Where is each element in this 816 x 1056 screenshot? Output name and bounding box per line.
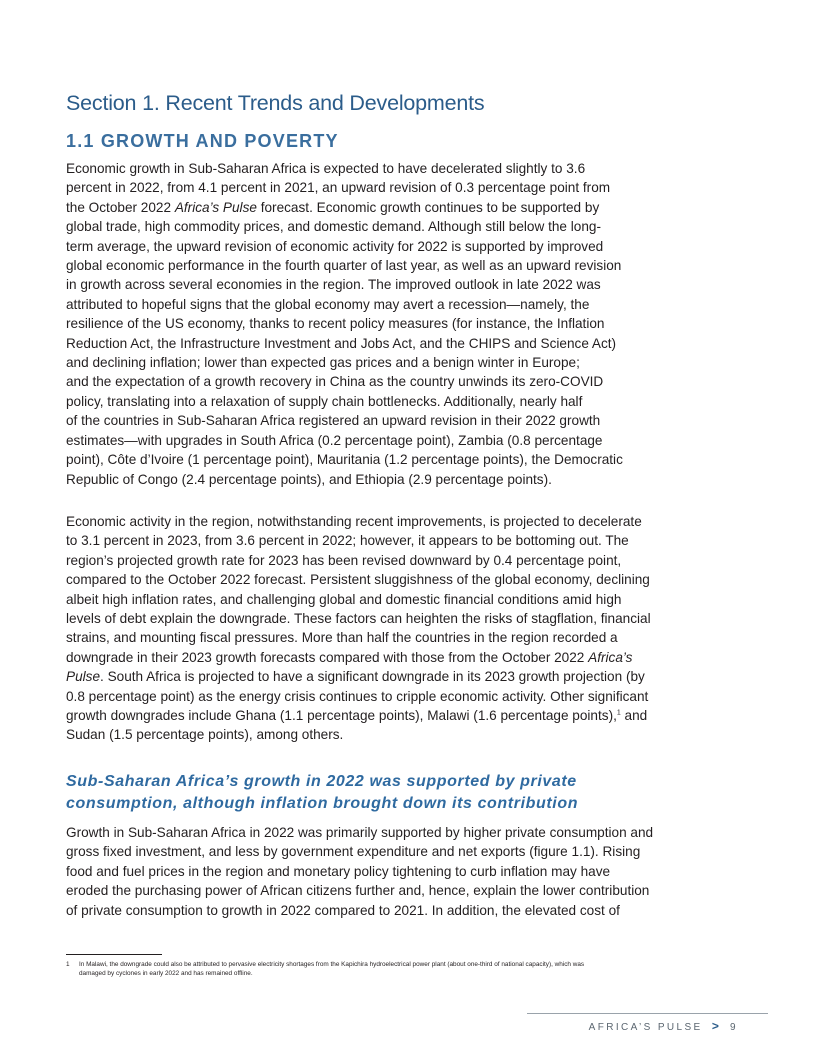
text-line: 0.8 percentage point) as the energy crisis continues to cripple economic activity. Other significant [66, 688, 649, 704]
subsection-title: 1.1 GROWTH AND POVERTY [66, 131, 339, 151]
text-line: Economic growth in Sub-Saharan Africa is expected to have decelerated slightly to 3.6 [66, 161, 586, 176]
text-line: eroded the purchasing power of African citizens further and, hence, explain the lower contribution [66, 883, 650, 899]
text-run: growth downgrades include Ghana (1.1 percentage points), Malawi (1.6 percentage points), [66, 708, 617, 724]
text-line [66, 648, 674, 667]
page-footer [589, 1019, 738, 1033]
page-number: 9 [730, 1022, 738, 1033]
text-line: albeit high inflation rates, and challenging global and domestic financial conditions amid high [66, 591, 622, 607]
text-line: and the expectation of a growth recovery in China as the country unwinds its zero-COVID [66, 374, 604, 390]
text-line [66, 667, 674, 686]
footnote-divider [66, 954, 162, 955]
text-line: term average, the upward revision of economic activity for 2022 is supported by improved [66, 238, 604, 254]
text-line: policy, translating into a relaxation of supply chain bottlenecks. Additionally, nearly half [66, 393, 583, 409]
footnote-reference[interactable]: 1 [616, 709, 621, 717]
subheading-line: Sub-Saharan Africa’s growth in 2022 was supported by private [66, 773, 577, 790]
text-line: gross fixed investment, and less by government expenditure and net exports (figure 1.1). Rising [66, 844, 641, 860]
publication-title-italic: Africa’s [588, 649, 633, 665]
text-line: to 3.1 percent in 2023, from 3.6 percent in 2022; however, it appears to be bottoming out. The [66, 533, 629, 549]
footer-divider [527, 1013, 768, 1014]
paragraph-consumption [66, 823, 674, 920]
text-line: estimates—with upgrades in South Africa (0.2 percentage point), Zambia (0.8 percentage [66, 432, 603, 448]
footnote-text [79, 960, 669, 978]
footnote-line: In Malawi, the downgrade could also be attributed to pervasive electricity shortages from the Kapichira hydroelectrical power plant (about one-third of national capacity), which was [79, 961, 585, 968]
publication-name: AFRICA’S PULSE [588, 1022, 703, 1033]
paragraph-outlook-2023 [66, 512, 674, 745]
text-line: and declining inflation; lower than expected gas prices and a benign winter in Europe; [66, 355, 580, 371]
paragraph-growth-2022 [66, 159, 674, 489]
subheading-line: consumption, although inflation brought down its contribution [66, 795, 579, 812]
section-title: Section 1. Recent Trends and Developments [66, 91, 485, 115]
publication-title-italic: Pulse [66, 669, 101, 685]
text-line [66, 706, 674, 725]
text-line: region’s projected growth rate for 2023 has been revised downward by 0.4 percentage point, [66, 552, 622, 568]
text-line: of private consumption to growth in 2022 compared to 2021. In addition, the elevated cost of [66, 902, 620, 918]
text-line: strains, and mounting fiscal pressures. More than half the countries in the region recorded a [66, 630, 618, 646]
text-line: attributed to hopeful signs that the global economy may avert a recession—namely, the [66, 296, 590, 312]
footnote-number: 1 [66, 961, 70, 968]
text-line: global trade, high commodity prices, and domestic demand. Although still below the long- [66, 219, 601, 235]
text-run: downgrade in their 2023 growth forecasts compared with those from the October 2022 [66, 649, 589, 665]
text-line: Growth in Sub-Saharan Africa in 2022 was primarily supported by higher private consumption and [66, 825, 654, 840]
text-line: Reduction Act, the Infrastructure Investment and Jobs Act, and the CHIPS and Science Act) [66, 335, 617, 351]
text-line: Sudan (1.5 percentage points), among others. [66, 727, 344, 743]
text-run: . South Africa is projected to have a significant downgrade in its 2023 growth projection (by [100, 669, 645, 685]
text-line: Republic of Congo (2.4 percentage points), and Ethiopia (2.9 percentage points). [66, 471, 552, 487]
text-line: Economic activity in the region, notwithstanding recent improvements, is projected to decelerate [66, 514, 642, 529]
text-line: levels of debt explain the downgrade. These factors can heighten the risks of stagflation, financial [66, 611, 651, 627]
text-line: in growth across several economies in the region. The improved outlook in late 2022 was [66, 277, 601, 293]
text-line: food and fuel prices in the region and monetary policy tightening to curb inflation may have [66, 863, 611, 879]
footnote-line: damaged by cyclones in early 2022 and has remained offline. [79, 970, 253, 977]
text-line: resilience of the US economy, thanks to recent policy measures (for instance, the Inflation [66, 316, 605, 332]
text-line: percent in 2022, from 4.1 percent in 2021, an upward revision of 0.3 percentage point from [66, 180, 611, 196]
subheading-private-consumption [66, 771, 578, 815]
text-line: point), Côte d’Ivoire (1 percentage point), Mauritania (1.2 percentage points), the Democratic [66, 452, 623, 468]
text-run: the October 2022 [66, 199, 175, 215]
text-line: compared to the October 2022 forecast. Persistent sluggishness of the global economy, declining [66, 572, 650, 588]
text-run: forecast. Economic growth continues to be supported by [256, 199, 600, 215]
text-run: and [620, 708, 648, 724]
text-line: of the countries in Sub-Saharan Africa registered an upward revision in their 2022 growth [66, 413, 601, 429]
text-line [66, 198, 674, 217]
text-line: global economic performance in the fourth quarter of last year, as well as an upward revision [66, 258, 622, 274]
chevron-right-icon: > [711, 1019, 719, 1033]
publication-title-italic: Africa’s Pulse [174, 199, 257, 215]
